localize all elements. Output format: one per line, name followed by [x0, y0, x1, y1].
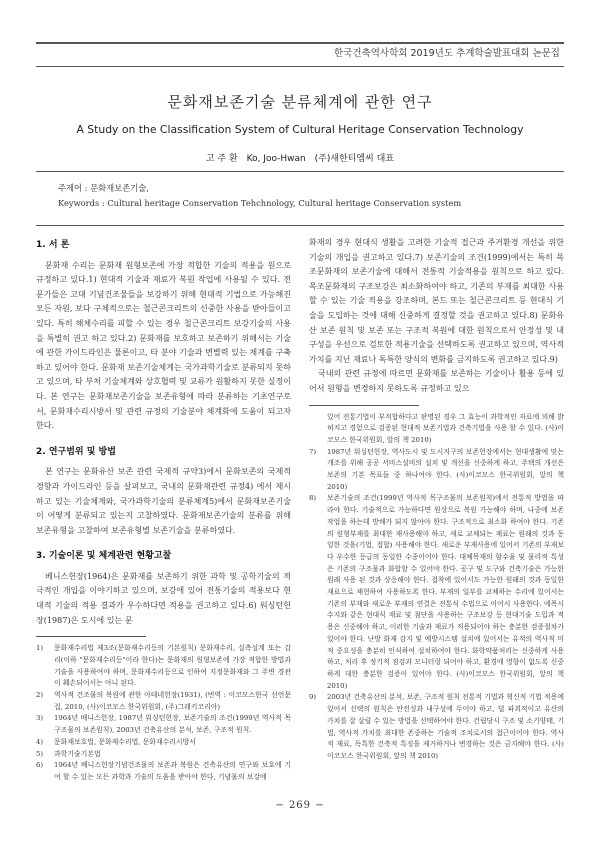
footnote-text: 2003년 건축유산의 분석, 보존, 구조적 원칙 전통적 기법과 혁신적 기법 적용에 있어서 선택의 원칙은 안전성과 내구성에 두어야 하고, 덜 파괴적이고 유산의 가치를 잘 살릴 수 있는 방법을 선택하여야 한다. 건립당시 구조 및 소기양태, 기법, 역사적 가치를 최대한 존중하는 기술적 조치로서의 접근이어야 한다. 역사적 재료, 독특한 건축적 특징을 제거하거나 변경하는 것은 금지해야 한다. (사)이코모스 한국위원회, 앞의 책 2010)	[327, 693, 565, 760]
author-affiliation: (주)새한티엠씨 대표	[314, 154, 395, 164]
footnote	[309, 692, 564, 762]
footnotes-right	[309, 412, 564, 763]
left-column	[36, 236, 291, 784]
footnote-number: 1)	[36, 644, 44, 653]
footnote	[309, 493, 564, 692]
paper-title-korean: 문화재보존기술 분류체계에 관한 연구	[167, 93, 433, 111]
footnote-number: 6)	[36, 761, 44, 770]
section-2-title: 2. 연구범위 및 방법	[36, 446, 116, 457]
body-paragraph: 국내의 관련 규정에 따르면 문화재를 보존하는 기술이나 활용 등에 있어서 원형을 변경하지 못하도록 규정하고 있으	[309, 369, 564, 393]
footnote	[36, 737, 291, 749]
keywords-korean: 주제어 : 문화재보존기술,	[58, 183, 149, 193]
footnote-continued	[309, 412, 564, 447]
footnote-number: 5)	[36, 749, 44, 758]
footnote	[36, 749, 291, 761]
footnote-text: 과학기술기본법	[54, 749, 101, 758]
page-number: − 269 −	[275, 800, 325, 811]
footnote-number: 9)	[309, 693, 317, 702]
footnote-text: 역사적 건조물의 복원에 관한 아테네헌장(1931), (번역 : 이코모스한국 선언문집, 2010, (사)이코모스 한국위원회, (주)그레키코리아)	[54, 691, 291, 711]
footnote-text: 보존기술의 조건(1999년 역사적 목구조물의 보존원칙)에서 전통적 방법을 따라야 한다. 기술적으로 가능하다면 원상으로 복원 가능해야 하며, 나중에 보존 작업을 하는데 방해가 되지 않아야 한다. 구조적으로 최소화 하여야 한다. 기존의 원형부재를 최대한 재사용해야 하고, 새로 교체되는 재료는 원래의 것과 동일한 것을(기법, 접합) 사용해야 한다. 새로운 부재사용에 있어서 기존의 부재보다 우수한 등급의 동일한 수종이어야 한다. 대체목재의 함수율 및 물리적 특성은 기존의 구조물과 화합할 수 있어야 한다. 공구 및 도구와 건축기술은 가능한 원래 사용 된 것과 상응해야 한다. 접착에 있어서도 가능한 원래의 것과 동일한 재료으로 재현하여 사용하도록 한다. 부재의 일부를 교체하는 수리에 있어서는 기존의 부재와 새로운 부재의 연결은 전통식 수법으로 이어서 사용한다. 에폭시수지와 같은 현대식 재료 및 첨단을 사용하는 구조보강 등 현대기술 도입과 적용은 신중해야 하고, 이러한 기술과 재료가 적용되어야 하는 충분한 검증절차가 있어야 한다. 난방 화재 감지 및 예방시스템 설치에 있어서는 유적의 역사적 미적 중요성을 충분히 인식하여 설치하여야 한다. 화학약품처리는 신중하게 사용하고, 처리 후 정기적 점검과 모니터링 되어야 하고, 환경에 영향이 없도록 신중하게 대한 충분한 검증이 있어야 한다. (사)이코모스 한국위원회, 앞의 책 2010)	[327, 494, 564, 690]
running-head: 한국건축역사학회 2019년도 추계학술발표대회 논문집	[36, 42, 564, 67]
keywords-english: Keywords : Cultural heritage Conservation Tehchnology, Cultural heritage Conservation system	[58, 198, 462, 208]
footnote-number: 3)	[36, 714, 44, 723]
footnote-divider	[309, 405, 419, 406]
footnote-text: 1964년 베니스헌장기념건조물의 보존과 복원은 건축유산의 연구와 보호에 기여 할 수 있는 모든 과학과 기술의 도움을 받아야 한다, 기념물의 보강에	[54, 761, 291, 781]
footnotes-left	[36, 643, 291, 783]
paper-title-english: A Study on the Classification System of Cultural Heritage Conservation Technology	[76, 123, 524, 136]
right-column	[309, 236, 564, 763]
footnote-number: 8)	[309, 494, 317, 503]
footnote-text: 1964년 베니스헌장, 1987년 워싱턴헌장, 보존기술의 조건(1999년 역사적 목구조물의 보존원칙), 2003년 건축유산의 분석, 보존, 구조적 원칙.	[54, 714, 291, 735]
footnote-text: 1987년 워싱턴헌장, 역사도시 및 도시지구의 보존헌장에서는 현대생활에 맞는 개조를 위해 공공 서비스설비의 설치 및 개선을 신중하게 하고, 주택의 개선은 보존의 기본 목표들 중 하나여야 한다. (사)이코모스 한국위원회, 앞의 책 2010)	[327, 447, 564, 491]
body-paragraph: 화재의 경우 현대식 생활을 고려한 기술적 접근과 주거환경 개선을 위한 기술의 개입을 권고하고 있다.7) 보존기술의 조건(1999)에서는 특히 목조문화재의 보존기술에 대해서 전통적 기술적용을 원칙으로 하고 있다. 목조문화재의 구조보강은 최소화하여야 하고, 기존의 부재를 최대한 사용할 수 있는 기술 적용을 강조하며, 본드 또는 철근콘크리트 등 현대식 기술을 도입하는 것에 대해 신중하게 결정할 것을 권고하고 있다.8) 문화유산 보존 원칙 및 보존 또는 구조적 복원에 대한 원칙으로서 안정성 및 내구성을 우선으로 검토한 적용기술을 선택하도록 권고하고 있으며, 역사적 가치를 지닌 재료나 독특한 양식의 변화를 금지하도록 권고하고 있다.9)	[309, 238, 564, 364]
section-2-paragraph: 본 연구는 문화유산 보존 관련 국제적 규약3)에서 문화보존의 국제적 경향과 가이드라인 등을 살펴보고, 국내의 문화재관련 규정4) 에서 제시하고 있는 기술체계와, 국가과학기술의 분류체계5)에서 문화재보존기술이 어떻게 분류되고 있는지 고찰하였다. 문화재보존기술의 분류를 위해 보존유형을 고찰하여 보존유형별 보존기술을 분류하였다.	[36, 467, 291, 535]
section-3-title: 3. 기술이론 및 체계관련 현황고찰	[36, 551, 172, 562]
footnote-text: 있어 전통기법이 부적합하다고 판명된 경우 그 효능이 과학적인 자료에 의해 밝혀지고 경험으로 검증된 현대적 보존기법과 건축기법을 사용 할 수 있다. (사)이코모스 한국위원회, 앞의 책 2010)	[327, 412, 564, 444]
section-1-title: 1. 서 론	[36, 240, 70, 250]
section-1-paragraph: 문화재 수리는 문화재 원형보존에 가장 적합한 기술의 적용을 원으로 규정하고 있다.1) 현대적 기술과 재료가 복원 작업에 사용될 수 있다. 전문가들은 고대 기념건조물들을 보강하기 위해 현대적 기법으로 가능해진 모든 자원, 보다 구체적으로는 철근콘크리트의 신중한 사용을 받아들이고 있다. 특히 해체수리를 피할 수 있는 경우 철근콘크리트 보강기술의 사용을 특별히 권고 하고 있다.2) 문화재를 보호하고 보존하기 위해서는 기술에 관한 가이드라인은 물론이고, 타 분야 기술과 변별력 있는 체계를 구축하고 있어야 한다. 문화재 보존기술체계는 국가과학기술로 분류되지 못하고 있으며, 타 부처 기술체계와 상호협력 및 교류가 원활하지 못한 실정이다. 본 연구는 문화재보존기술을 보존유형에 따라 분류하는 기초연구로서, 문화재수리시방서 및 관련 규정의 기술분야 체계화에 도움이 되고자 한다.	[36, 260, 291, 431]
footnote	[36, 643, 291, 690]
author-name-english: Ko, Joo-Hwan	[246, 154, 306, 164]
section-3-paragraph: 베니스헌장(1964)은 문화재를 보존하기 위한 과학 및 공학기술의 적극적인 개입을 이야기하고 있으며, 보강에 있어 전통기술의 적용보다 현대적 기술의 적용 결과가 우수하다면 적용을 권고하고 있다.6) 워싱턴헌장(1987)은 도시에 있는 문	[36, 571, 291, 625]
footnote	[36, 690, 291, 713]
footnote-divider	[36, 636, 146, 637]
author-line	[0, 151, 600, 164]
footnote-number: 4)	[36, 737, 44, 746]
footnote-text: 문화재수리법 제3조(문화재수리등의 기본원칙) 문화재수리, 실측설계 또는 감리(이하 "문화재수리등"이라 한다)는 문화재의 원형보존에 가장 적합한 방법과 기술을 사용하여야 하며, 문화재수리등으로 인하여 지정문화재와 그 주변 경관이 훼손되어서는 아니 된다.	[54, 644, 291, 688]
footnote-number: 2)	[36, 691, 44, 700]
footnote	[36, 713, 291, 736]
footnote-number: 7)	[309, 447, 317, 456]
keywords-box	[36, 171, 564, 226]
author-name-korean: 고 주 환	[205, 154, 238, 164]
footnote	[309, 447, 564, 494]
footnote	[36, 760, 291, 783]
footnote-text: 문화재보호법, 문화재수리법, 문화재수리시방서	[54, 737, 196, 746]
